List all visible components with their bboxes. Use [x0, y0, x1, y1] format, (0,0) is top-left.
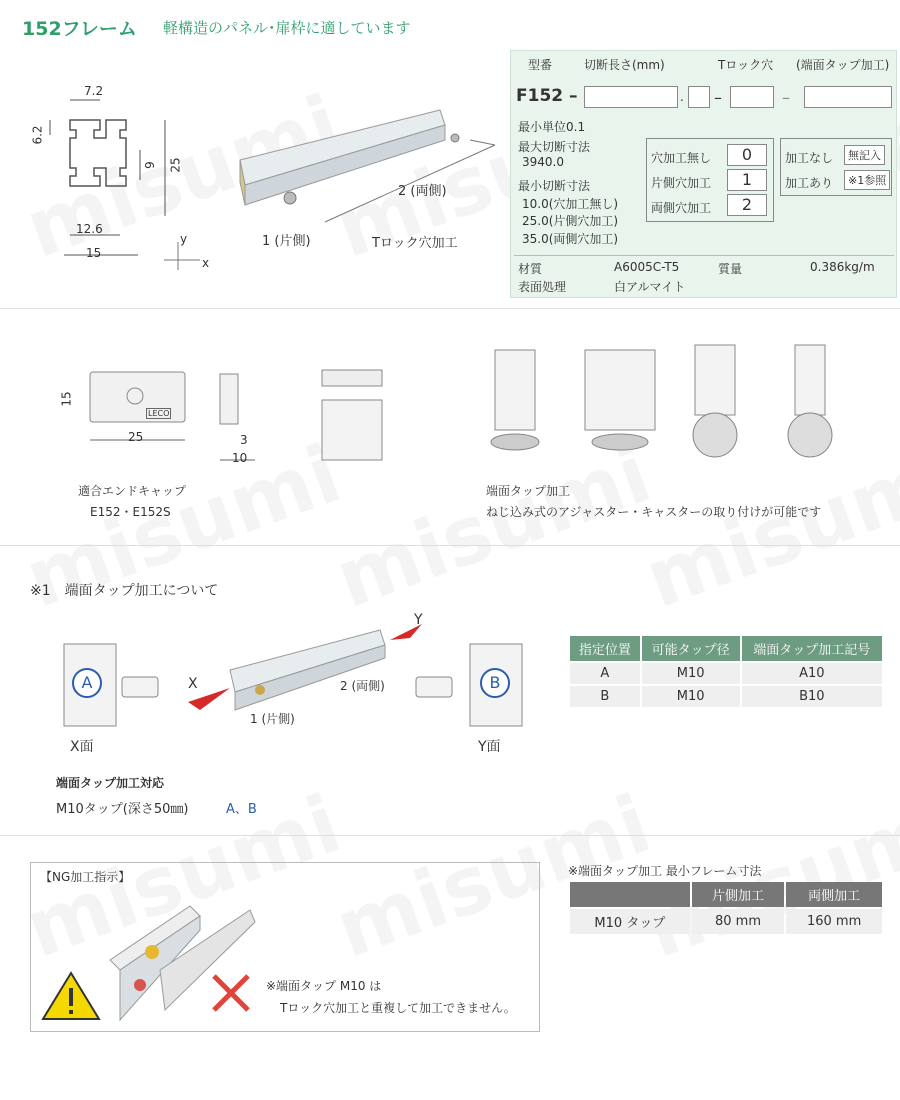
endcap-dim-25: 25: [128, 430, 144, 444]
tap-table-header: 指定位置: [570, 636, 640, 661]
spec-header-model: 型番: [528, 58, 553, 72]
table-cell: 80 mm: [692, 909, 784, 934]
dim-12-6: 12.6: [76, 222, 103, 236]
min-table: [568, 880, 884, 936]
length-input[interactable]: [584, 86, 678, 108]
tap-option-label-1: 加工あり: [785, 176, 834, 190]
min-table-caption: ※端面タップ加工 最小フレーム寸法: [568, 864, 762, 878]
min-cut-label: 最小切断寸法: [518, 179, 591, 193]
spec-header-tap: (端面タップ加工): [796, 58, 890, 72]
table-cell: A10: [742, 663, 882, 684]
hole-option-value-1[interactable]: 1: [727, 169, 767, 191]
endcap-dim-3: 3: [240, 433, 248, 447]
section-divider: [0, 545, 900, 546]
ng-line1: ※端面タップ M10 は: [266, 979, 382, 993]
min-table-header: 片側加工: [692, 882, 784, 907]
section-divider: [0, 835, 900, 836]
endcap-models: E152・E152S: [90, 505, 171, 519]
spec-model: F152 –: [516, 86, 578, 106]
tap-table-header: 端面タップ加工記号: [742, 636, 882, 661]
hole-option-label-1: 片側穴加工: [651, 176, 712, 190]
table-cell: 160 mm: [786, 909, 882, 934]
table-cell: M10 タップ: [570, 909, 690, 934]
tap-accessories-illustration: [310, 330, 850, 470]
hole-option-value-2[interactable]: 2: [727, 194, 767, 216]
support-value: A、B: [226, 802, 257, 817]
tap-option-label-0: 加工なし: [785, 151, 834, 165]
tlock-input[interactable]: [730, 86, 774, 108]
y-face-label: Y面: [478, 739, 501, 755]
material-value: A6005C-T5: [614, 260, 680, 274]
frame-label-tlock: Tロック穴加工: [372, 236, 458, 251]
dim-25: 25: [168, 157, 183, 173]
length-decimal-input[interactable]: [688, 86, 710, 108]
table-cell: A: [570, 663, 640, 684]
tap-caption: 端面タップ加工: [486, 484, 571, 498]
hole-option-label-2: 両側穴加工: [651, 201, 712, 215]
circle-b: B: [480, 668, 510, 698]
support-title: 端面タップ加工対応: [56, 776, 165, 790]
tap-option-value-1[interactable]: ※1参照: [844, 170, 890, 190]
section1-title: ※1 端面タップ加工について: [30, 583, 219, 599]
y-tap-bolt: [414, 672, 454, 702]
x-tap-bolt: [120, 672, 160, 702]
min-cut-single: 25.0(片側穴加工): [522, 214, 619, 228]
table-cell: B: [570, 686, 640, 707]
dim-6-2: 6.2: [30, 125, 45, 145]
warning-icon: [40, 970, 102, 1022]
dim-9: 9: [142, 161, 157, 169]
hole-option-label-0: 穴加工無し: [651, 151, 712, 165]
frame-illustration: [230, 100, 510, 240]
ng-cross-icon: [208, 970, 254, 1016]
mass-value: 0.386kg/m: [810, 260, 875, 274]
axis-y-label: y: [180, 232, 188, 246]
dash-sep: –: [714, 88, 722, 107]
arrow-x-label: X: [188, 676, 198, 692]
section1-label-1: 1 (片側): [250, 712, 295, 726]
tap-input[interactable]: [804, 86, 892, 108]
min-table-header: 両側加工: [786, 882, 882, 907]
min-table-header: [570, 882, 690, 907]
max-cut-label: 最大切断寸法: [518, 140, 591, 154]
mass-label: 質量: [718, 262, 743, 276]
hole-option-value-0[interactable]: 0: [727, 144, 767, 166]
support-item: M10タップ(深さ50㎜): [56, 802, 189, 817]
endcap-dim-10: 10: [232, 451, 248, 465]
surface-label: 表面処理: [518, 280, 567, 294]
table-cell: M10: [642, 686, 740, 707]
material-label: 材質: [518, 262, 543, 276]
spec-header-length: 切断長さ(mm): [584, 58, 665, 72]
endcap-caption: 適合エンドキャップ: [78, 484, 187, 498]
endcap-logo: LECO: [148, 409, 170, 418]
ng-line2: Tロック穴加工と重複して加工できません。: [280, 1001, 516, 1015]
section1-label-2: 2 (両側): [340, 679, 385, 693]
circle-a: A: [72, 668, 102, 698]
page-subtitle: 軽構造のパネル･扉枠に適しています: [163, 19, 411, 37]
min-cut-none: 10.0(穴加工無し): [522, 197, 619, 211]
tap-table-header: 可能タップ径: [642, 636, 740, 661]
tap-table: [568, 634, 884, 709]
x-face-label: X面: [70, 739, 94, 755]
table-row: [570, 663, 882, 684]
section1-frame: [180, 620, 430, 730]
dash-sep-2: –: [782, 88, 790, 107]
endcap-dim-15: 15: [59, 391, 74, 407]
surface-value: 白アルマイト: [614, 280, 686, 294]
frame-label-1: 1 (片側): [262, 234, 311, 249]
axis-x-label: x: [202, 256, 210, 270]
ng-title: 【NG加工指示】: [40, 870, 131, 884]
table-row: [570, 909, 882, 934]
min-unit: 最小単位0.1: [518, 120, 586, 134]
arrow-y-label: Y: [414, 612, 423, 628]
min-cut-double: 35.0(両側穴加工): [522, 232, 619, 246]
tap-option-value-0[interactable]: 無記入: [844, 145, 885, 165]
section-divider: [0, 308, 900, 309]
spec-header-tlock: Tロック穴: [718, 58, 774, 72]
max-cut-value: 3940.0: [522, 155, 564, 169]
spec-divider: [514, 255, 894, 256]
decimal-dot: .: [680, 90, 684, 104]
frame-label-2: 2 (両側): [398, 184, 447, 199]
table-cell: B10: [742, 686, 882, 707]
table-cell: M10: [642, 663, 740, 684]
table-row: [570, 686, 882, 707]
page-title: 152フレーム: [22, 18, 137, 40]
dim-7-2: 7.2: [84, 84, 104, 98]
tap-description: ねじ込み式のアジャスター・キャスターの取り付けが可能です: [486, 505, 822, 519]
dim-15: 15: [86, 246, 102, 260]
